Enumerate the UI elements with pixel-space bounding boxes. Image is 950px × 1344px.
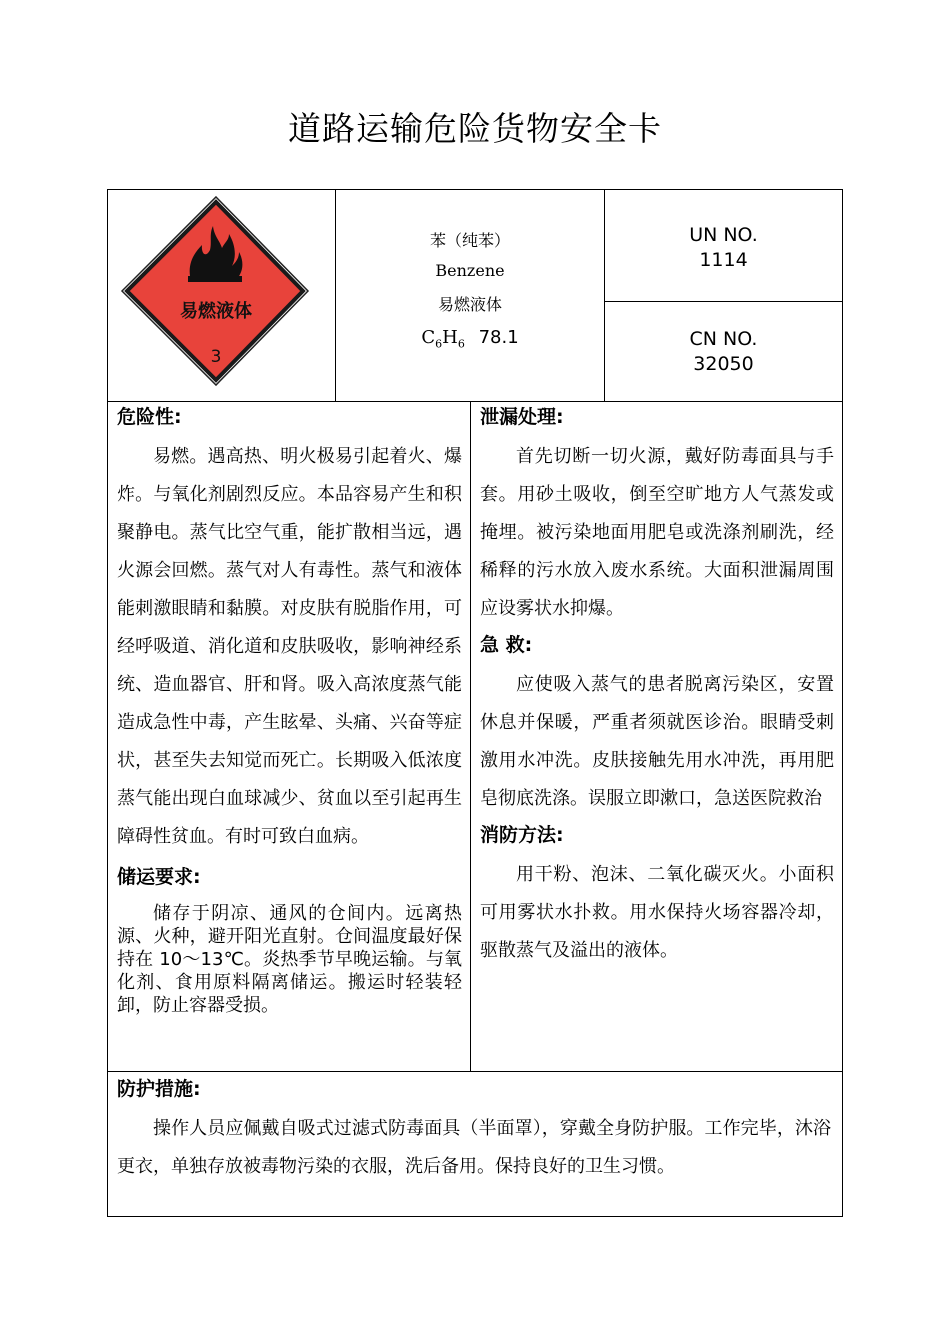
molecular-weight: 78.1 xyxy=(478,327,519,348)
product-name-cell xyxy=(336,190,605,401)
firstaid-text: 应使吸入蒸气的患者脱离污染区，安置休息并保暖，严重者须就医诊治。眼睛受刺激用水冲洗。皮肤接触先用水冲洗，再用肥皂彻底洗涤。误服立即漱口，急送医院救治 xyxy=(480,674,834,809)
hazard-text: 易燃。遇高热、明火极易引起着火、爆炸。与氧化剂剧烈反应。本品容易产生和积聚静电。蒸气比空气重，能扩散相当远，遇火源会回燃。蒸气对人有毒性。蒸气和液体能刺激眼睛和黏膜。对皮肤有脱脂作用，可经呼吸道、消化道和皮肤吸收，影响神经系统、造血器官、肝和肾。吸入高浓度蒸气能造成急性中毒，产生眩晕、头痛、兴奋等症状，甚至失去知觉而死亡。长期吸入低浓度蒸气能出现白血球减少、贫血以至引起再生障碍性贫血。有时可致白血病。 xyxy=(117,446,462,847)
column-divider xyxy=(470,401,471,1071)
formula-subscript-c: 6 xyxy=(435,337,443,351)
firstaid-title: 急 救: xyxy=(480,634,533,656)
placard-label: 易燃液体 xyxy=(180,301,252,322)
spill-text: 首先切断一切火源，戴好防毒面具与手套。用砂土吸收，倒至空旷地方人气蒸发或掩埋。被污染地面用肥皂或洗涤剂刷洗，经稀释的污水放入废水系统。大面积泄漏周围应设雾状水抑爆。 xyxy=(480,446,834,619)
un-label: UN NO. xyxy=(689,224,758,246)
cn-number-cell xyxy=(605,302,842,401)
formula-subscript-h: 6 xyxy=(457,337,465,351)
card-header xyxy=(108,190,842,402)
storage-title: 储运要求: xyxy=(117,866,201,888)
hazard-title: 危险性: xyxy=(117,406,182,428)
hazard-placard xyxy=(108,190,335,401)
cn-label: CN NO. xyxy=(689,328,758,350)
cn-value: 32050 xyxy=(693,353,754,375)
protection-title: 防护措施: xyxy=(117,1078,201,1100)
left-column xyxy=(117,402,462,1017)
storage-text: 储存于阴凉、通风的仓间内。远离热源、火种，避开阳光直射。仓间温度最好保持在 10～13℃。炎热季节早晚运输。与氧化剂、食用原料隔离储运。搬运时轻装轻卸，防止容器受损。 xyxy=(117,903,462,1016)
placard-class-number: 3 xyxy=(210,347,222,367)
protection-section xyxy=(117,1074,831,1186)
un-value: 1114 xyxy=(699,249,748,271)
product-formula xyxy=(336,327,604,351)
product-en-name: Benzene xyxy=(435,261,505,280)
protection-divider xyxy=(108,1071,842,1072)
page-title: 道路运输危险货物安全卡 xyxy=(288,109,662,148)
product-category: 易燃液体 xyxy=(437,295,502,314)
hazard-placard-cell xyxy=(108,190,336,401)
fire-text: 用干粉、泡沫、二氧化碳灭火。小面积可用雾状水扑救。用水保持火场容器冷却，驱散蒸气及溢出的液体。 xyxy=(480,864,834,961)
formula-element-h: H xyxy=(442,327,458,348)
safety-card xyxy=(107,189,843,1217)
fire-title: 消防方法: xyxy=(480,824,564,846)
formula-element-c: C xyxy=(421,327,436,348)
un-number-cell xyxy=(605,190,842,302)
protection-text: 操作人员应佩戴自吸式过滤式防毒面具（半面罩），穿戴全身防护服。工作完毕，沐浴更衣，单独存放被毒物污染的衣服，洗后备用。保持良好的卫生习惯。 xyxy=(117,1118,831,1177)
right-column xyxy=(480,402,834,970)
spill-title: 泄漏处理: xyxy=(480,406,564,428)
product-cn-name: 苯（纯苯） xyxy=(429,231,510,250)
